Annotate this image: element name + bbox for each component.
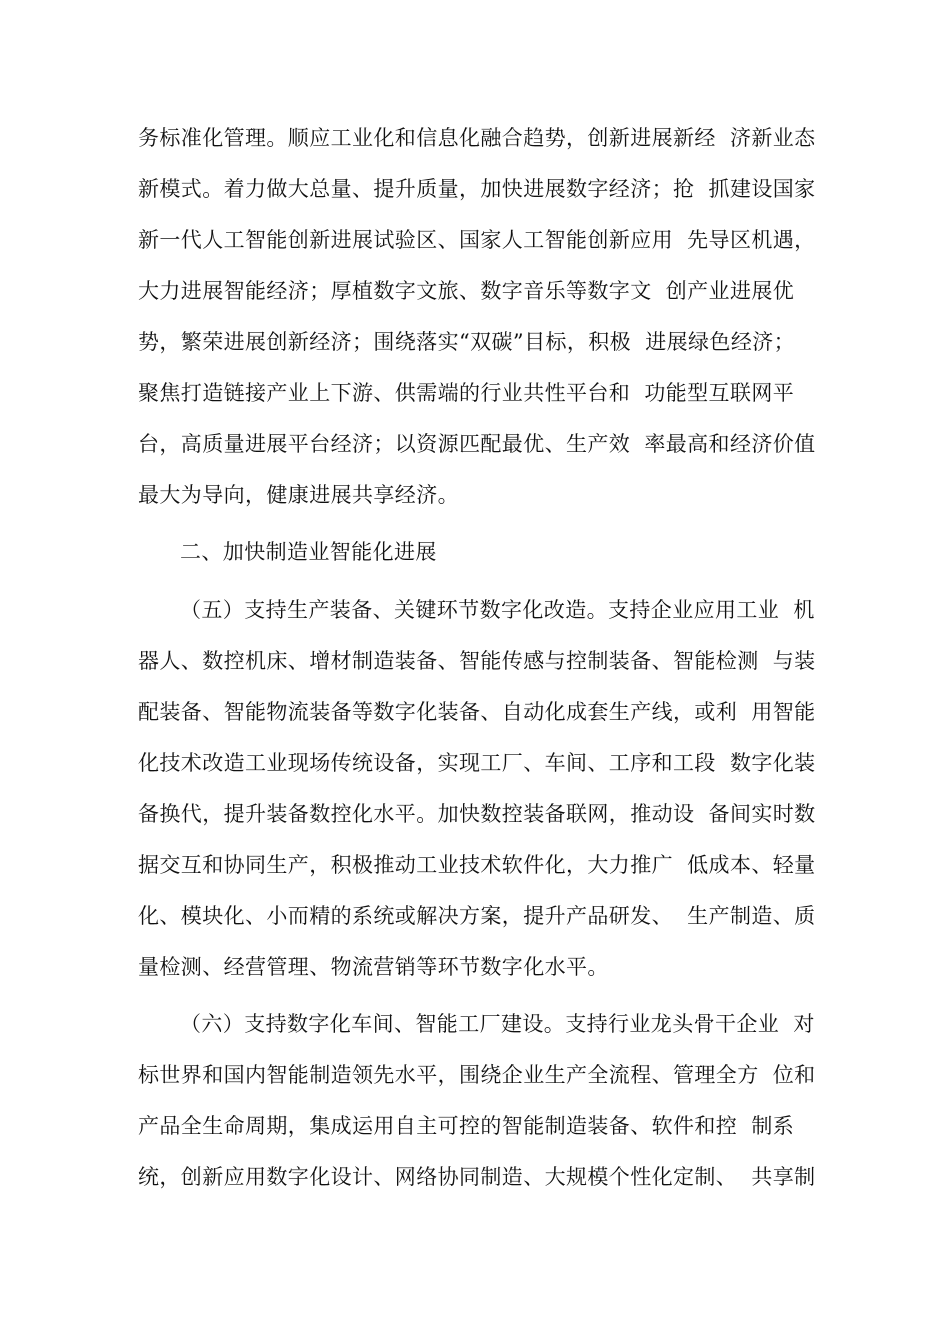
body-line: 聚焦打造链接产业上下游、供需端的行业共性平台和 功能型互联网平 xyxy=(138,381,795,405)
body-line: （五）支持生产装备、关键环节数字化改造。支持企业应用工业 机 xyxy=(180,598,815,622)
body-line: 备换代，提升装备数控化水平。加快数控装备联网，推动设 备间实时数 xyxy=(138,802,816,826)
body-line: 新模式。着力做大总量、提升质量，加快进展数字经济；抢 抓建设国家 xyxy=(138,177,816,201)
body-line: 台，高质量进展平台经济；以资源匹配最优、生产效 率最高和经济价值 xyxy=(138,432,816,456)
body-line: 配装备、智能物流装备等数字化装备、自动化成套生产线，或利 用智能 xyxy=(138,700,816,724)
body-line: 产品全生命周期，集成运用自主可控的智能制造装备、软件和控 制系 xyxy=(138,1114,795,1138)
body-line: 势，繁荣进展创新经济；围绕落实“双碳”目标，积极 进展绿色经济； xyxy=(138,330,796,354)
body-line: 据交互和协同生产，积极推动工业技术软件化，大力推广 低成本、轻量 xyxy=(138,853,816,877)
body-line: 量检测、经营管理、物流营销等环节数字化水平。 xyxy=(138,955,609,979)
body-line: 务标准化管理。顺应工业化和信息化融合趋势，创新进展新经 济新业态 xyxy=(138,126,816,150)
body-line: 器人、数控机床、增材制造装备、智能传感与控制装备、智能检测 与装 xyxy=(138,649,816,673)
body-line: 新一代人工智能创新进展试验区、国家人工智能创新应用 先导区机遇， xyxy=(138,228,816,252)
body-line: 化技术改造工业现场传统设备，实现工厂、车间、工序和工段 数字化装 xyxy=(138,751,816,775)
body-line: 统，创新应用数字化设计、网络协同制造、大规模个性化定制、 共享制 xyxy=(138,1165,816,1189)
body-line: 大力进展智能经济；厚植数字文旅、数字音乐等数字文 创产业进展优 xyxy=(138,279,795,303)
section-heading: 二、加快制造业智能化进展 xyxy=(180,540,437,564)
body-line: （六）支持数字化车间、智能工厂建设。支持行业龙头骨干企业 对 xyxy=(180,1012,815,1036)
body-line: 最大为导向，健康进展共享经济。 xyxy=(138,483,459,507)
body-line: 化、模块化、小而精的系统或解决方案，提升产品研发、 生产制造、质 xyxy=(138,904,816,928)
body-line: 标世界和国内智能制造领先水平，围绕企业生产全流程、管理全方 位和 xyxy=(138,1063,816,1087)
